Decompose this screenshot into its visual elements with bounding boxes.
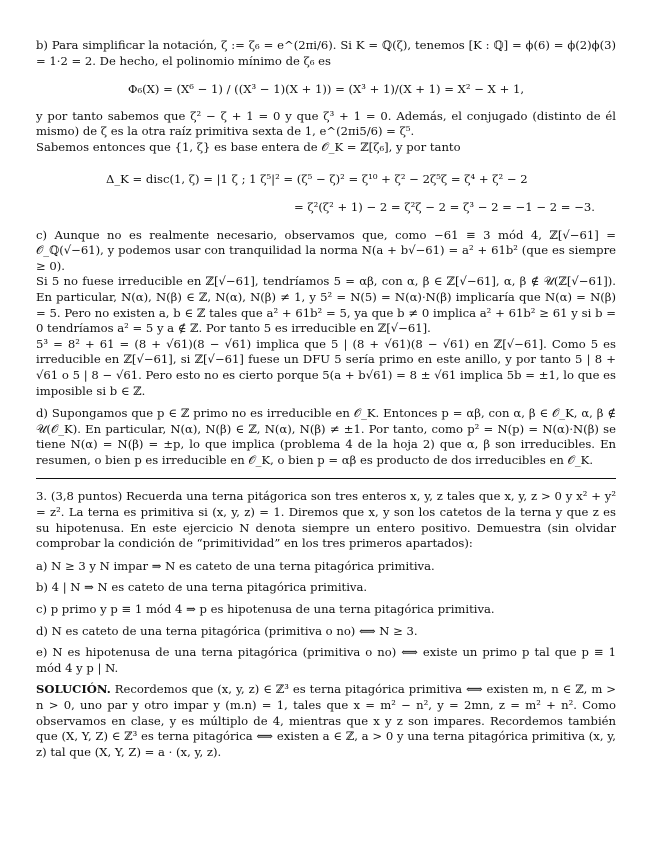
problem-3-statement: 3. (3,8 puntos) Recuerda una terna pitágorica son tres enteros x, y, z tales que x, y, z > 0 y x² + y² = z². La terna es primitiva si (x, y, z) = 1. Diremos que x, y son los catetos de la terna y que z es su hipotenusa. En este ejercicio N denota siempre un entero positivo. Demuestra (sin olvidar comprobar la condición de “primitividad” en los tres primeros apartados): (36, 489, 616, 551)
problem-3-item-e: e) N es hipotenusa de una terna pitagórica (primitiva o no) ⟺ existe un primo p tal que p ≡ 1 mód 4 y p | N. (36, 645, 616, 675)
part-b-after: y por tanto sabemos que ζ² − ζ + 1 = 0 y que ζ³ + 1 = 0. Además, el conjugado (distinto de él mismo) de ζ es la otra raíz primitiva sexta de 1, e^(2πi5/6) = ζ⁵. (36, 108, 616, 139)
part-c-paragraph-3: 5³ = 8² + 61 = (8 + √61)(8 − √61) implica que 5 | (8 + √61)(8 − √61) en ℤ[√−61]. Como 5 es irreducible en ℤ[√−61], si ℤ[√−61] fuese un DFU 5 sería primo en este anillo, y por tanto 5 | 8 + √61 o 5 | 8 − √61. Pero esto no es cierto porque 5(a + b√61) = 8 ± √61 implica 5b = ±1, lo que es imposible si b ∈ ℤ. (36, 336, 616, 398)
part-b-basis: Sabemos entonces que {1, ζ} es base entera de 𝒪_K = ℤ[ζ₆], y por tanto (36, 139, 461, 154)
discriminant-line-2: = ζ²(ζ² + 1) − 2 = ζ²ζ − 2 = ζ³ − 2 = −1 − 2 = −3. (294, 199, 595, 214)
problem-3-item-d: d) N es cateto de una terna pitagórica (primitiva o no) ⟺ N ≥ 3. (36, 623, 418, 638)
document-page (36, 38, 616, 760)
part-d-paragraph: d) Supongamos que p ∈ ℤ primo no es irreducible en 𝒪_K. Entonces p = αβ, con α, β ∈ 𝒪_K, α, β ∉ 𝒰(𝒪_K). En particular, N(α), N(β) ∈ ℤ, N(α), N(β) ≠ ±1. Por tanto, como p² = N(p) = N(α)·N(β) se tiene N(α) = N(β) = ±p, lo que implica (problema 4 de la hoja 2) que α, β son irreducibles. En resumen, o bien p es irreducible en 𝒪_K, o bien p = αβ es producto de dos irreducibles en 𝒪_K. (36, 406, 616, 467)
part-b-intro: b) Para simplificar la notación, ζ := ζ₆ = e^(2πi/6). Si K = ℚ(ζ), tenemos [K : ℚ] = ϕ(6) = ϕ(2)ϕ(3) = 1·2 = 2. De hecho, el polinomio mínimo de ζ₆ es (36, 38, 616, 68)
phi-equation (36, 78, 616, 98)
solution-paragraph (36, 682, 616, 760)
solution-label: SOLUCIÓN. (36, 682, 111, 697)
part-c-paragraph-1: c) Aunque no es realmente necesario, observamos que, como −61 ≡ 3 mód 4, ℤ[√−61] = 𝒪_ℚ(√−61), y podemos usar con tranquilidad la norma N(a + b√−61) = a² + 61b² (que es siempre ≥ 0). (36, 227, 616, 273)
problem-3-item-b: b) 4 | N ⇒ N es cateto de una terna pitagórica primitiva. (36, 580, 368, 595)
solution-text: Recordemos que (x, y, z) ∈ ℤ³ es terna pitagórica primitiva ⟺ existen m, n ∈ ℤ, m > n > 0, uno par y otro impar y (m.n) = 1, tales que x = m² − n², y = 2mn, z = m² + n². Como observamos en clase, y es múltiplo de 4, mientras que x y z son impares. Recordemos también que (X, Y, Z) ∈ ℤ³ es terna pitagórica ⟺ existen a ∈ ℤ, a > 0 y una terna pitagórica primitiva (x, y, z) tal que (X, Y, Z) = a · (x, y, z). (36, 682, 617, 759)
discriminant-equation (36, 162, 616, 220)
section-divider (36, 478, 616, 479)
part-c-paragraph-2: Si 5 no fuese irreducible en ℤ[√−61], tendríamos 5 = αβ, con α, β ∈ ℤ[√−61], α, β ∉ 𝒰(ℤ[√−61]). En particular, N(α), N(β) ∈ ℤ, N(α), N(β) ≠ 1, y 5² = N(5) = N(α)·N(β) implicaría que N(α) = N(β) = 5. Pero no existen a, b ∈ ℤ tales que a² + 61b² = 5, ya que b ≠ 0 implica a² + 61b² ≥ 61 y si b = 0 tendríamos a² = 5 y a ∉ ℤ. Por tanto 5 es irreducible en ℤ[√−61]. (36, 274, 616, 336)
phi-equation-text: Φ₆(X) = (X⁶ − 1) / ((X³ − 1)(X + 1)) = (X³ + 1)/(X + 1) = X² − X + 1, (127, 82, 525, 97)
discriminant-line-1: Δ_K = disc(1, ζ) = |1 ζ ; 1 ζ⁵|² = (ζ⁵ − ζ)² = ζ¹⁰ + ζ² − 2ζ⁵ζ = ζ⁴ + ζ² − 2 (106, 171, 528, 186)
problem-3-item-c: c) p primo y p ≡ 1 mód 4 ⇒ p es hipotenusa de una terna pitagórica primitiva. (36, 602, 495, 617)
problem-3-item-a: a) N ≥ 3 y N impar ⇒ N es cateto de una terna pitagórica primitiva. (36, 558, 435, 573)
